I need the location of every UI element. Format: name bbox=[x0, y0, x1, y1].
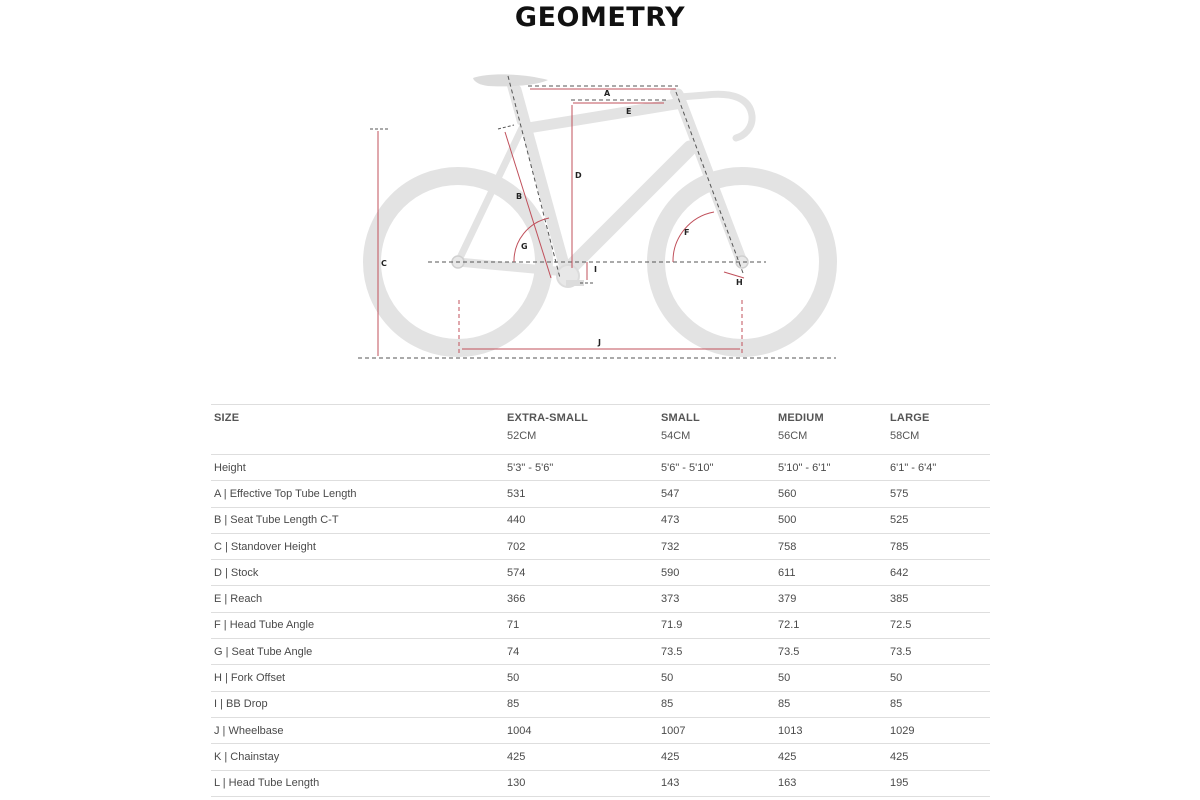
table-row bbox=[211, 533, 990, 559]
cell: 590 bbox=[658, 560, 775, 586]
label-c: C bbox=[381, 259, 387, 268]
cell: 50 bbox=[658, 665, 775, 691]
cell: 5'10" - 6'1" bbox=[775, 455, 887, 481]
cell: 73.5 bbox=[887, 639, 990, 665]
cell: 50 bbox=[775, 665, 887, 691]
table-row bbox=[211, 612, 990, 638]
table-row bbox=[211, 560, 990, 586]
cell: 74 bbox=[504, 639, 658, 665]
cell: 85 bbox=[658, 691, 775, 717]
row-label: L | Head Tube Length bbox=[211, 770, 504, 796]
label-i: I bbox=[594, 265, 597, 274]
row-label: J | Wheelbase bbox=[211, 717, 504, 743]
cell: 574 bbox=[504, 560, 658, 586]
cell: 702 bbox=[504, 533, 658, 559]
size-column-header: MEDIUM 56CM bbox=[775, 405, 887, 455]
table-row bbox=[211, 665, 990, 691]
row-label: B | Seat Tube Length C-T bbox=[211, 507, 504, 533]
cell: 642 bbox=[887, 560, 990, 586]
cell: 473 bbox=[658, 507, 775, 533]
row-label: E | Reach bbox=[211, 586, 504, 612]
table-row bbox=[211, 455, 990, 481]
cell: 732 bbox=[658, 533, 775, 559]
cell: 50 bbox=[504, 665, 658, 691]
cell: 143 bbox=[658, 770, 775, 796]
cell: 425 bbox=[887, 744, 990, 770]
row-label: K | Chainstay bbox=[211, 744, 504, 770]
cell: 373 bbox=[658, 586, 775, 612]
cell: 425 bbox=[658, 744, 775, 770]
cell: 385 bbox=[887, 586, 990, 612]
row-label: G | Seat Tube Angle bbox=[211, 639, 504, 665]
cell: 85 bbox=[887, 691, 990, 717]
size-column-header: EXTRA-SMALL 52CM bbox=[504, 405, 658, 455]
page-title: GEOMETRY bbox=[514, 2, 686, 33]
table-row bbox=[211, 507, 990, 533]
row-label: C | Standover Height bbox=[211, 533, 504, 559]
cell: 1007 bbox=[658, 717, 775, 743]
cell: 440 bbox=[504, 507, 658, 533]
cell: 85 bbox=[775, 691, 887, 717]
row-label: A | Effective Top Tube Length bbox=[211, 481, 504, 507]
cell: 163 bbox=[775, 770, 887, 796]
label-g: G bbox=[521, 242, 528, 251]
table-row bbox=[211, 744, 990, 770]
cell: 73.5 bbox=[775, 639, 887, 665]
cell: 50 bbox=[887, 665, 990, 691]
cell: 560 bbox=[775, 481, 887, 507]
geometry-table bbox=[211, 404, 990, 797]
table-row bbox=[211, 481, 990, 507]
cell: 72.1 bbox=[775, 612, 887, 638]
cell: 1029 bbox=[887, 717, 990, 743]
cell: 575 bbox=[887, 481, 990, 507]
cell: 73.5 bbox=[658, 639, 775, 665]
table-row bbox=[211, 770, 990, 796]
cell: 611 bbox=[775, 560, 887, 586]
table-header-row bbox=[211, 405, 990, 455]
bike-frame bbox=[458, 78, 752, 272]
label-d: D bbox=[575, 171, 582, 180]
cell: 366 bbox=[504, 586, 658, 612]
size-column-header: LARGE 58CM bbox=[887, 405, 990, 455]
cell: 500 bbox=[775, 507, 887, 533]
label-j: J bbox=[598, 338, 601, 347]
cell: 547 bbox=[658, 481, 775, 507]
size-column-header: SMALL 54CM bbox=[658, 405, 775, 455]
cell: 85 bbox=[504, 691, 658, 717]
cell: 531 bbox=[504, 481, 658, 507]
cell: 5'6" - 5'10" bbox=[658, 455, 775, 481]
row-label: F | Head Tube Angle bbox=[211, 612, 504, 638]
label-h: H bbox=[736, 278, 743, 287]
cell: 6'1" - 6'4" bbox=[887, 455, 990, 481]
row-label: Height bbox=[211, 455, 504, 481]
cell: 71.9 bbox=[658, 612, 775, 638]
label-a: A bbox=[604, 89, 611, 98]
cell: 785 bbox=[887, 533, 990, 559]
cell: 130 bbox=[504, 770, 658, 796]
table-row bbox=[211, 586, 990, 612]
cell: 758 bbox=[775, 533, 887, 559]
cell: 379 bbox=[775, 586, 887, 612]
table-row bbox=[211, 639, 990, 665]
table-row bbox=[211, 717, 990, 743]
row-label: H | Fork Offset bbox=[211, 665, 504, 691]
label-f: F bbox=[684, 228, 690, 237]
cell: 425 bbox=[504, 744, 658, 770]
label-b: B bbox=[516, 192, 523, 201]
cell: 425 bbox=[775, 744, 887, 770]
cell: 71 bbox=[504, 612, 658, 638]
label-e: E bbox=[626, 107, 632, 116]
cell: 195 bbox=[887, 770, 990, 796]
cell: 525 bbox=[887, 507, 990, 533]
size-header: SIZE bbox=[211, 405, 504, 455]
cell: 1004 bbox=[504, 717, 658, 743]
row-label: D | Stock bbox=[211, 560, 504, 586]
cell: 5'3" - 5'6" bbox=[504, 455, 658, 481]
cell: 1013 bbox=[775, 717, 887, 743]
row-label: I | BB Drop bbox=[211, 691, 504, 717]
cell: 72.5 bbox=[887, 612, 990, 638]
table-row bbox=[211, 691, 990, 717]
